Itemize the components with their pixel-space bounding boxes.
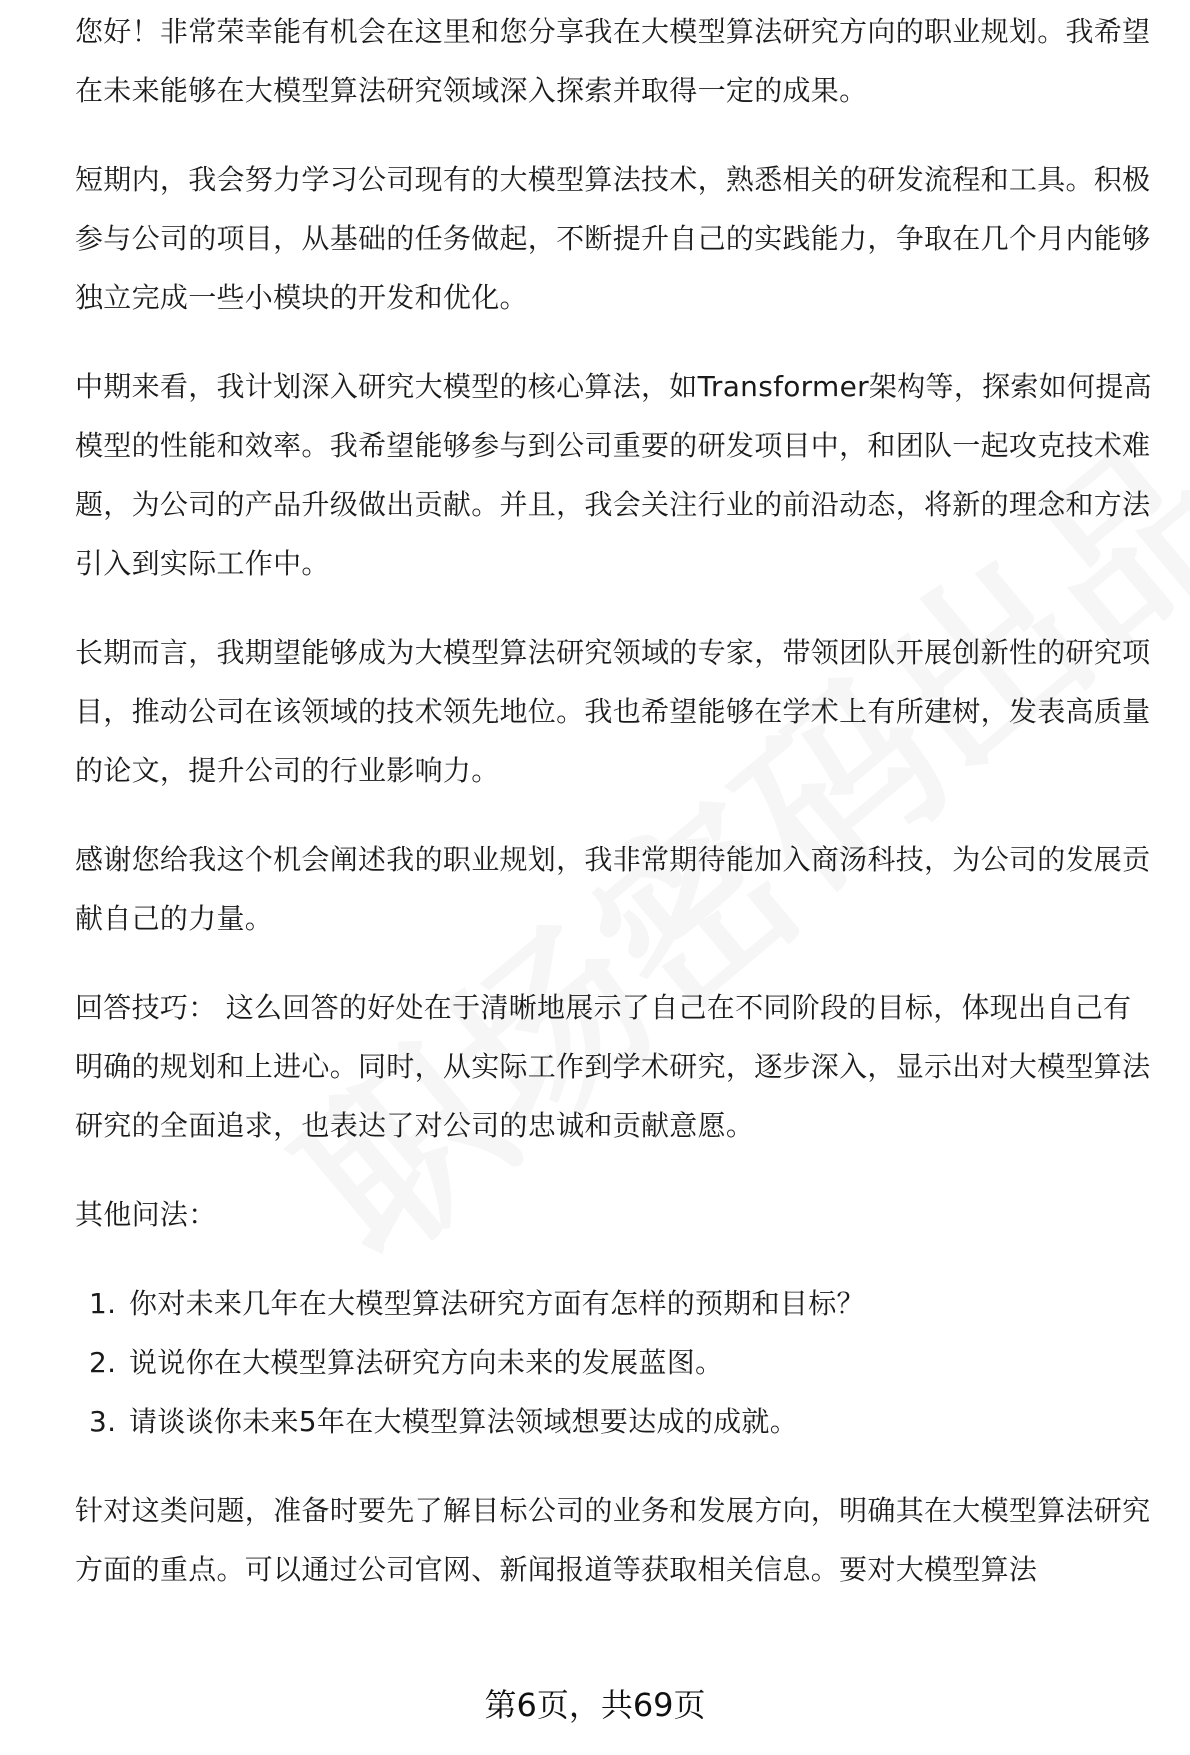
list-item-text: 说说你在大模型算法研究方向未来的发展蓝图。 [129, 1346, 724, 1379]
paragraph-mid-term: 中期来看，我计划深入研究大模型的核心算法，如Transformer架构等，探索如何提高模型的性能和效率。我希望能够参与到公司重要的研发项目中，和团队一起攻克技术难题，为公司的产品升级做出贡献。并且，我会关注行业的前沿动态，将新的理念和方法引入到实际工作中。 [75, 370, 1152, 580]
paragraph-thanks: 感谢您给我这个机会阐述我的职业规划，我非常期待能加入商汤科技，为公司的发展贡献自己的力量。 [75, 843, 1151, 935]
paragraph-long-term: 长期而言，我期望能够成为大模型算法研究领域的专家，带领团队开展创新性的研究项目，推动公司在该领域的技术领先地位。我也希望能够在学术上有所建树，发表高质量的论文，提升公司的行业影响力。 [75, 636, 1151, 787]
list-item [75, 1392, 1155, 1451]
list-item-number: 3. [89, 1405, 117, 1438]
list-item [75, 1333, 1155, 1392]
paragraph-other-questions-heading: 其他问法： [75, 1198, 217, 1231]
other-questions-list [75, 1274, 1155, 1451]
paragraph-short-term: 短期内，我会努力学习公司现有的大模型算法技术，熟悉相关的研发流程和工具。积极参与公司的项目，从基础的任务做起，不断提升自己的实践能力，争取在几个月内能够独立完成一些小模块的开发和优化。 [75, 163, 1151, 314]
list-item [75, 1274, 1155, 1333]
document-body [75, 15, 1155, 1629]
list-item-text: 你对未来几年在大模型算法研究方面有怎样的预期和目标？ [129, 1287, 865, 1320]
list-item-number: 2. [89, 1346, 117, 1379]
paragraph-closing: 针对这类问题，准备时要先了解目标公司的业务和发展方向，明确其在大模型算法研究方面的重点。可以通过公司官网、新闻报道等获取相关信息。要对大模型算法 [75, 1494, 1151, 1586]
list-item-number: 1. [89, 1287, 117, 1320]
page-number-footer: 第6页，共69页 [484, 1686, 706, 1724]
paragraph-intro: 您好！非常荣幸能有机会在这里和您分享我在大模型算法研究方向的职业规划。我希望在未来能够在大模型算法研究领域深入探索并取得一定的成果。 [75, 15, 1151, 107]
paragraph-answer-tips: 回答技巧： 这么回答的好处在于清晰地展示了自己在不同阶段的目标，体现出自己有明确的规划和上进心。同时，从实际工作到学术研究，逐步深入，显示出对大模型算法研究的全面追求，也表达了对公司的忠诚和贡献意愿。 [75, 991, 1151, 1142]
list-item-text: 请谈谈你未来5年在大模型算法领域想要达成的成就。 [129, 1405, 799, 1438]
